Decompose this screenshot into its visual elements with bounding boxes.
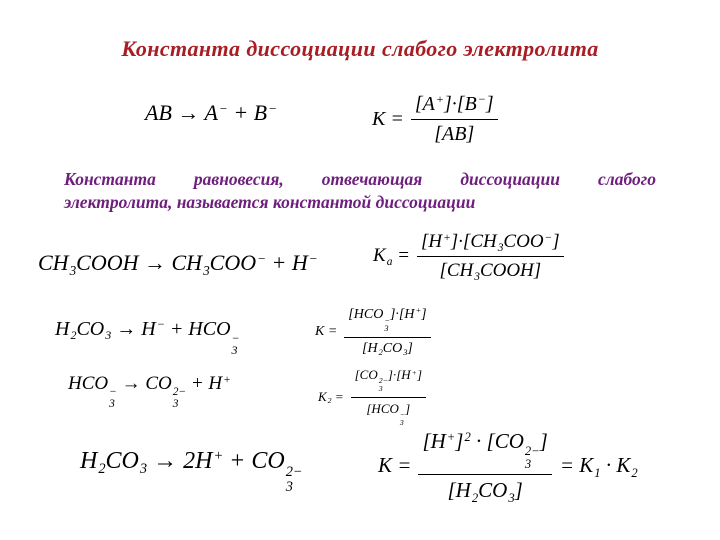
fraction-numerator: [HCO − 3 ]·[H+] (344, 306, 430, 338)
k-lhs: $K_a$ = (373, 245, 410, 268)
k-lhs: $K_2$ = (318, 388, 344, 406)
fraction-denominator: $[H_2CO_3]$ (447, 478, 523, 505)
fraction (411, 92, 498, 146)
reaction-carbonic-step1: $H_2CO_3 \to H^-$ + HCO − 3 (55, 317, 240, 358)
k-lhs: K = (372, 107, 404, 130)
reaction-acetic: $CH_3COOH \to CH_3COO^- + H^-$ (38, 250, 318, 278)
k-expression-acetic (373, 230, 564, 282)
fraction-denominator: $[CH_3COOH]$ (439, 260, 542, 283)
k-expression-generic (372, 92, 498, 146)
slide-title: Константа диссоциации слабого электролита (121, 36, 599, 61)
fraction-numerator: $[H^+]\cdot[CH_3COO^-]$ (417, 230, 564, 257)
reaction-generic: AB → A− + B− (145, 100, 278, 125)
definition-line-2: электролита, называется константой диссоциации (64, 191, 476, 212)
fraction-numerator: $[H^+]^2 \cdot [CO$ 2− 3 ] (418, 428, 551, 475)
fraction-denominator: [AB] (434, 123, 475, 145)
k-expression-carbonic-total (378, 428, 638, 503)
definition-line-1: Константа равновесия, отвечающая диссоциации слабого (64, 169, 656, 189)
fraction-denominator: $[H_2CO_3]$ (362, 341, 413, 358)
fraction (417, 230, 564, 282)
k-expression-carbonic-step2 (318, 366, 426, 427)
reaction-carbonic-total: $H_2CO_3 \to 2H^+$ + CO 2− 3 (80, 448, 303, 496)
fraction-denominator: [HCO − 3 ] (366, 400, 411, 428)
k-expression-carbonic-step1 (315, 306, 431, 357)
definition-text (64, 168, 656, 214)
fraction-numerator: [A+]·[B−] (411, 92, 498, 120)
fraction (344, 306, 430, 357)
k-rhs: = $K_1 \cdot K_2$ (559, 453, 638, 480)
fraction (351, 366, 426, 427)
fraction (418, 428, 551, 503)
k-lhs: K = (315, 323, 338, 339)
reaction-carbonic-step2: HCO − 3 → CO 2− 3 + H+ (68, 373, 231, 411)
k-lhs: K = (378, 453, 412, 478)
fraction-numerator: [CO 2− 3 ]·[H+] (351, 366, 426, 398)
